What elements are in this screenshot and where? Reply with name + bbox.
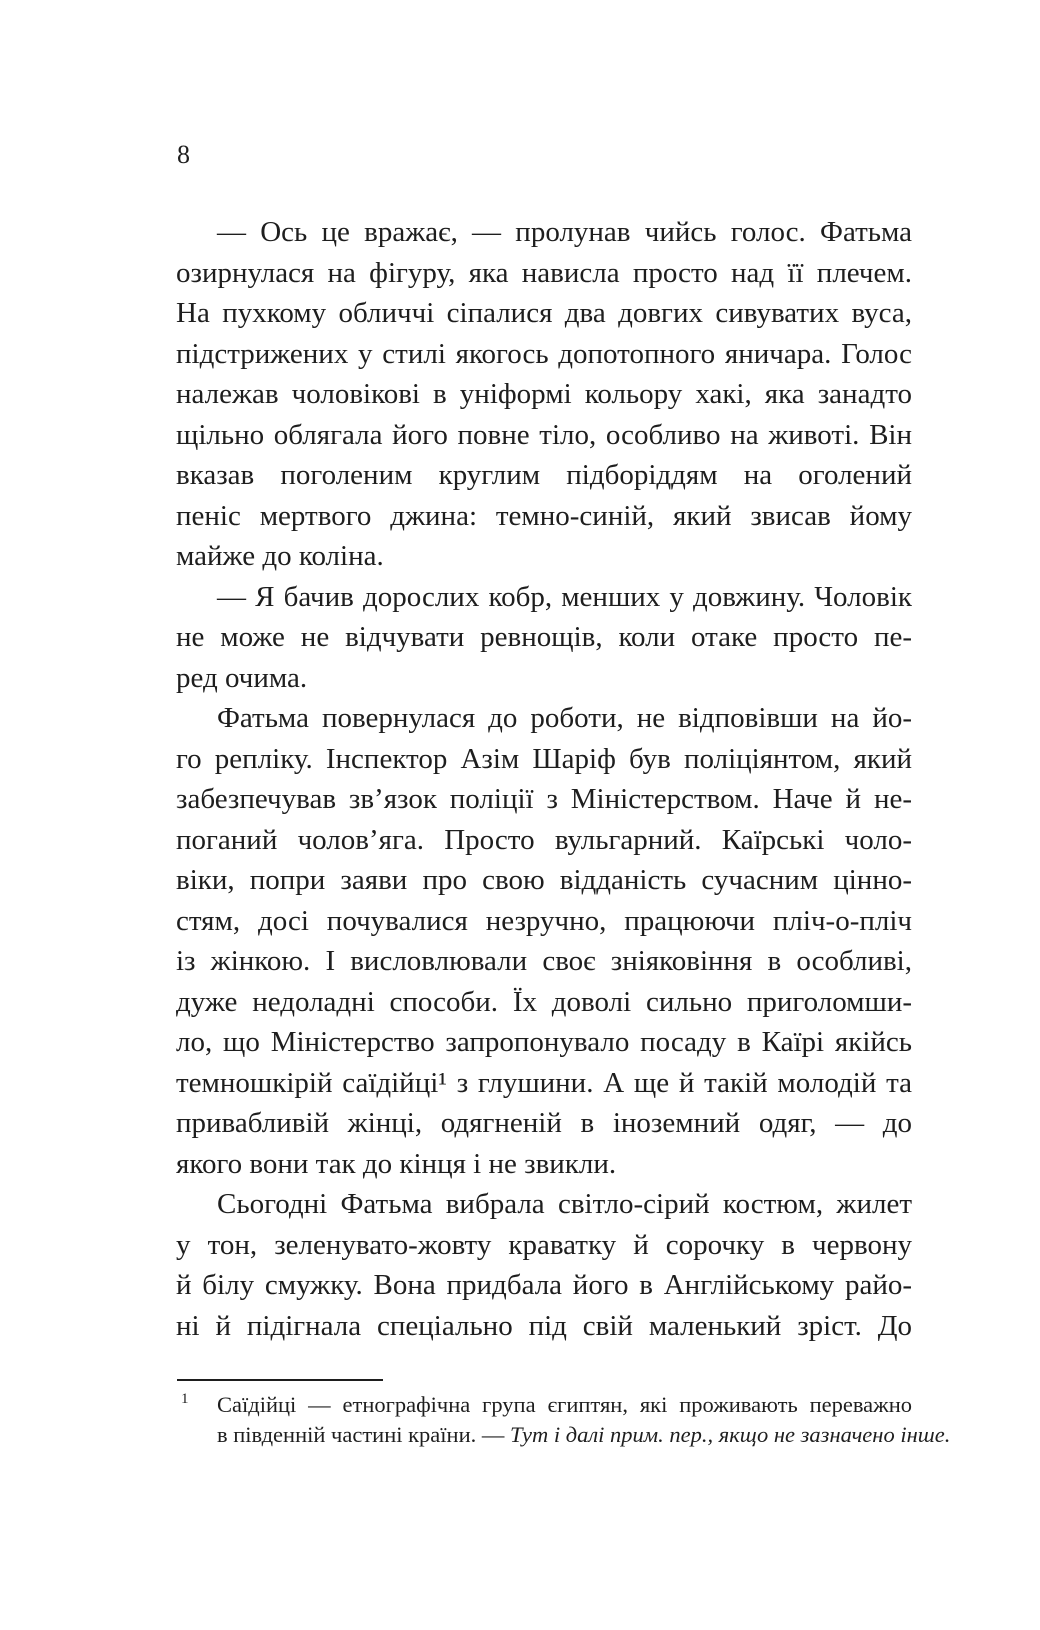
footnote-line	[176, 1390, 912, 1420]
page-number: 8	[177, 140, 190, 169]
text-line: віки, попри заяви про свою відданість сучасним цінно-	[176, 864, 912, 896]
text-line: належав чоловікові в уніформі кольору хакі, яка занадто	[176, 378, 912, 410]
body-text	[176, 212, 912, 1346]
footnote-divider	[177, 1379, 383, 1381]
text-line: Сьогодні Фатьма вибрала світло-сірий костюм, жилет	[217, 1188, 912, 1220]
text-line: ло, що Міністерство запропонувало посаду в Каїрі якійсь	[176, 1026, 912, 1058]
text-line: підстрижених у стилі якогось допотопного яничара. Голос	[176, 337, 912, 370]
paragraph	[176, 212, 912, 577]
text-line: стям, досі почувалися незручно, працюючи пліч-о-пліч	[176, 904, 912, 937]
footnote-marker: 1	[181, 1391, 189, 1407]
text-line: На пухкому обличчі сіпалися два довгих сивуватих вуса,	[176, 297, 912, 329]
text-line: й білу смужку. Вона придбала його в Англійському райо-	[176, 1269, 912, 1301]
text-line: пеніс мертвого джина: темно-синій, який звисав йому	[176, 499, 912, 532]
footnote-segment: Саїдійці — етнографічна група єгиптян, які проживають переважно	[217, 1392, 912, 1417]
text-line: привабливій жінці, одягненій в іноземний одяг, — до	[176, 1107, 912, 1139]
footnote-italic-segment: Тут і далі прим. пер., якщо не зазначено інше.	[510, 1422, 951, 1447]
paragraph	[176, 698, 912, 1184]
text-line: поганий чолов’яга. Просто вульгарний. Каїрські чоло-	[176, 823, 912, 856]
text-line: у тон, зеленувато-жовту краватку й сорочку в червону	[176, 1228, 912, 1261]
paragraph	[176, 1184, 912, 1346]
text-line: ред очима.	[176, 661, 308, 694]
text-line: якого вони так до кінця і не звикли.	[176, 1147, 617, 1180]
footnote-text	[176, 1390, 951, 1450]
text-line: темношкірій саїдійці¹ з глушини. А ще й такій молодій та	[176, 1066, 912, 1099]
text-line: забезпечував зв’язок поліції з Міністерством. Наче й не-	[176, 783, 912, 815]
footnote-segment: в південній частині країни. —	[217, 1422, 510, 1447]
text-line: озирнулася на фігуру, яка нависла просто над її плечем.	[176, 256, 912, 289]
text-line: вказав поголеним круглим підборіддям на оголений	[176, 459, 912, 491]
text-line: майже до коліна.	[176, 540, 384, 572]
text-line: — Я бачив дорослих кобр, менших у довжину. Чоловік	[217, 580, 912, 613]
text-line: го репліку. Інспектор Азім Шаріф був поліціянтом, який	[176, 742, 912, 775]
text-line: ні й підігнала спеціально під свій маленький зріст. До	[176, 1309, 912, 1342]
footnote-line	[176, 1420, 951, 1450]
text-line: щільно облягала його повне тіло, особливо на животі. Він	[176, 418, 912, 451]
text-line: із жінкою. І висловлювали своє зніяковіння в особливі,	[176, 945, 912, 977]
paragraph	[176, 577, 912, 699]
text-line: Фатьма повернулася до роботи, не відповівши на йо-	[217, 702, 912, 734]
text-line: — Ось це вражає, — пролунав чийсь голос. Фатьма	[217, 216, 912, 248]
text-line: не може не відчувати ревнощів, коли отаке просто пе-	[176, 621, 912, 653]
text-line: дуже недоладні способи. Їх доволі сильно приголомши-	[176, 985, 912, 1018]
